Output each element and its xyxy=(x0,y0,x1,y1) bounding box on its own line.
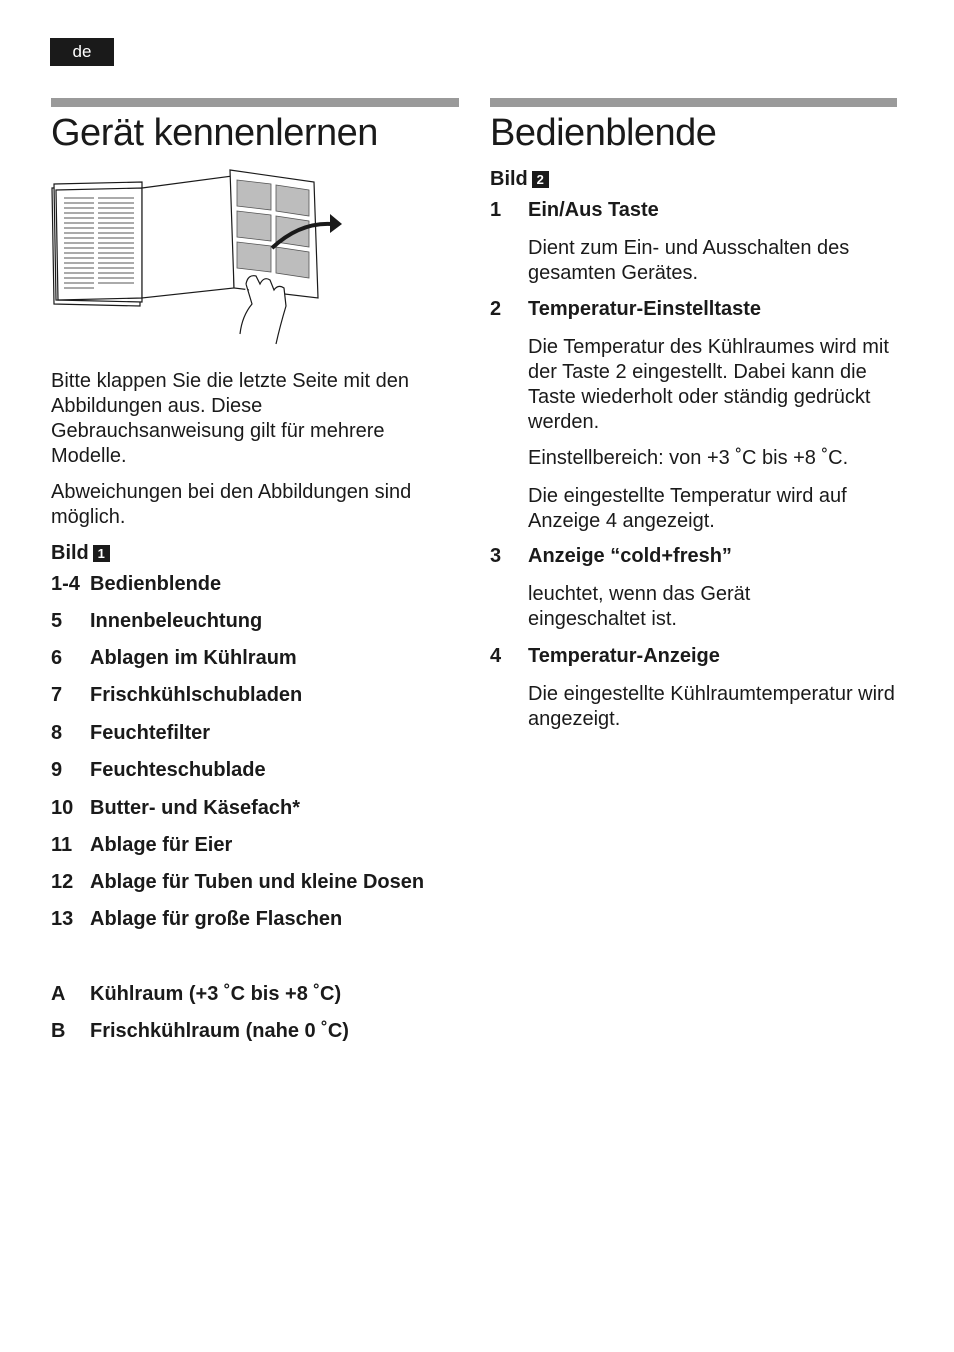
zone-text: Frischkühlraum (nahe 0 ˚C) xyxy=(90,1020,349,1042)
section-rule-left xyxy=(51,98,459,107)
intro-paragraph-2: Abweichungen bei den Abbildungen sind möglich. xyxy=(51,481,412,528)
item-text: Ablagen im Kühlraum xyxy=(90,647,297,669)
item-text: Frischkühlschubladen xyxy=(90,684,303,706)
intro-paragraph-1: Bitte klappen Sie die letzte Seite mit den Abbildungen aus. Diese Gebrauchsanweisung gilt für mehrere Modelle. xyxy=(51,370,409,467)
fold-out-page-illustration xyxy=(50,166,350,352)
figure-reference-1 xyxy=(51,542,110,565)
heading-geraet-kennenlernen: Gerät kennenlernen xyxy=(51,112,378,154)
item-text: Ablage für Tuben und kleine Dosen xyxy=(90,871,425,893)
zone-letter: B xyxy=(51,1020,66,1042)
item-text: Feuchtefilter xyxy=(90,722,211,744)
zone-text: Kühlraum (+3 ˚C bis +8 ˚C) xyxy=(90,983,342,1005)
item-text: Ablage für Eier xyxy=(90,834,233,856)
heading-bedienblende: Bedienblende xyxy=(490,112,717,154)
control-item-description: Die Temperatur des Kühlraumes wird mit der Taste 2 eingestellt. Dabei kann die Taste wiederholt oder ständig gedrückt werden. xyxy=(528,336,889,433)
item-title: Anzeige “cold+fresh” xyxy=(528,545,732,567)
item-number: 1-4 xyxy=(51,573,80,595)
item-title: Temperatur-Anzeige xyxy=(528,645,720,667)
item-number: 5 xyxy=(51,610,63,632)
item-text: Bedienblende xyxy=(90,573,222,595)
item-text: Feuchteschublade xyxy=(90,759,266,781)
item-number: 6 xyxy=(51,647,63,669)
figure-number-badge: 1 xyxy=(93,545,110,562)
zone-letter: A xyxy=(51,983,66,1005)
control-item-description: Die eingestellte Kühlraumtemperatur wird angezeigt. xyxy=(528,683,895,730)
item-text: Innenbeleuchtung xyxy=(90,610,263,632)
figure-number-badge: 2 xyxy=(532,171,549,188)
item-number: 13 xyxy=(51,908,74,930)
language-tag: de xyxy=(50,38,114,66)
item-text: Butter- und Käsefach* xyxy=(90,797,301,819)
figure-reference-2 xyxy=(490,168,549,191)
item-number: 1 xyxy=(490,199,502,221)
item-number: 8 xyxy=(51,722,63,744)
item-number: 7 xyxy=(51,684,63,706)
item-number: 3 xyxy=(490,545,502,567)
control-item-description: Einstellbereich: von +3 ˚C bis +8 ˚C. xyxy=(528,447,849,469)
item-number: 12 xyxy=(51,871,74,893)
section-rule-right xyxy=(490,98,897,107)
item-number: 10 xyxy=(51,797,74,819)
control-item-description: Die eingestellte Temperatur wird auf Anzeige 4 angezeigt. xyxy=(528,485,847,532)
item-text: Ablage für große Flaschen xyxy=(90,908,343,930)
item-number: 9 xyxy=(51,759,63,781)
item-number: 4 xyxy=(490,645,502,667)
control-item-description: leuchtet, wenn das Gerät eingeschaltet ist. xyxy=(528,583,751,630)
item-title: Ein/Aus Taste xyxy=(528,199,659,221)
control-item-description: Dient zum Ein- und Ausschalten des gesamten Gerätes. xyxy=(528,237,850,284)
item-number: 11 xyxy=(51,834,73,856)
item-title: Temperatur-Einstelltaste xyxy=(528,298,762,320)
figure-label: Bild xyxy=(490,168,528,190)
figure-label: Bild xyxy=(51,542,89,564)
item-number: 2 xyxy=(490,298,502,320)
